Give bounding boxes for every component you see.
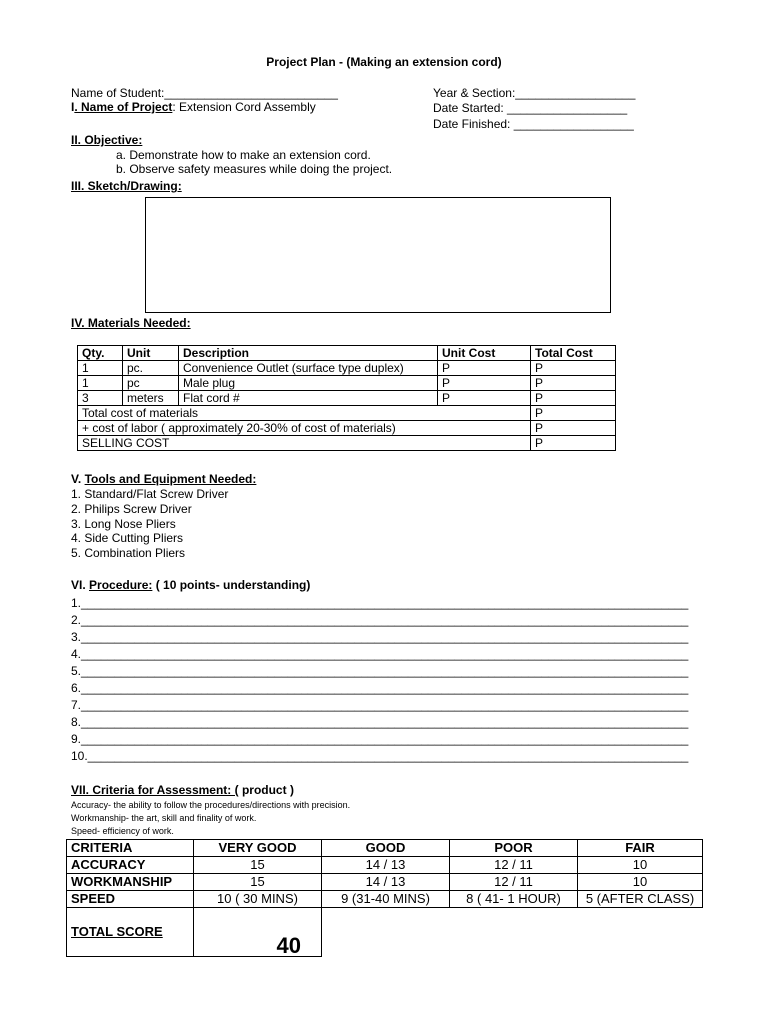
summary-row	[78, 436, 616, 451]
summary-label: Total cost of materials	[78, 406, 531, 421]
procedure-line: 7.___________________________________________________________________________________________	[71, 698, 689, 712]
table-cell: P	[531, 376, 616, 391]
blank-area	[322, 908, 703, 957]
project-label: . Name of Project	[74, 100, 173, 114]
summary-value: P	[531, 406, 616, 421]
document-title: Project Plan - (Making an extension cord)	[266, 55, 502, 69]
table-row	[67, 891, 703, 908]
criteria-label: ACCURACY	[67, 857, 194, 874]
criteria-label: SPEED	[67, 891, 194, 908]
procedure-heading-prefix: VI.	[71, 578, 90, 592]
procedure-line: 3.___________________________________________________________________________________________	[71, 630, 689, 644]
table-row	[78, 361, 616, 376]
materials-heading: IV. Materials Needed:	[71, 316, 191, 330]
table-cell: P	[531, 361, 616, 376]
table-cell: 15	[194, 874, 322, 891]
table-row	[67, 874, 703, 891]
table-row	[67, 857, 703, 874]
table-cell: 10	[578, 874, 703, 891]
table-cell: 12 / 11	[450, 857, 578, 874]
summary-label: SELLING COST	[78, 436, 531, 451]
tools-heading	[71, 472, 256, 486]
total-score-row	[67, 908, 703, 957]
tools-heading-prefix: V.	[71, 472, 85, 486]
column-header: VERY GOOD	[194, 840, 322, 857]
table-cell: 1	[78, 376, 123, 391]
column-header: Unit Cost	[438, 346, 531, 361]
table-cell: Convenience Outlet (surface type duplex)	[179, 361, 438, 376]
summary-row	[78, 406, 616, 421]
project-prefix: I	[71, 100, 75, 114]
table-header-row	[78, 346, 616, 361]
table-row	[78, 391, 616, 406]
table-cell: 10 ( 30 MINS)	[194, 891, 322, 908]
year-section-field: Year & Section:__________________	[433, 86, 636, 100]
procedure-line: 6.___________________________________________________________________________________________	[71, 681, 689, 695]
tool-item: 5. Combination Pliers	[71, 546, 186, 560]
materials-table	[77, 345, 616, 451]
table-cell: 12 / 11	[450, 874, 578, 891]
objective-heading: II. Objective:	[71, 133, 143, 147]
tool-item: 1. Standard/Flat Screw Driver	[71, 487, 229, 501]
table-cell: meters	[123, 391, 179, 406]
procedure-line: 4.___________________________________________________________________________________________	[71, 647, 689, 661]
table-cell: 10	[578, 857, 703, 874]
summary-value: P	[531, 421, 616, 436]
criteria-note: Speed- efficiency of work.	[71, 826, 174, 836]
criteria-note: Workmanship- the art, skill and finality of work.	[71, 813, 257, 823]
table-cell: 1	[78, 361, 123, 376]
table-cell: 9 (31-40 MINS)	[322, 891, 450, 908]
sketch-heading: III. Sketch/Drawing:	[71, 179, 182, 193]
procedure-line: 9.___________________________________________________________________________________________	[71, 732, 689, 746]
procedure-heading	[71, 578, 310, 592]
tool-item: 2. Philips Screw Driver	[71, 502, 192, 516]
sketch-drawing-box	[145, 197, 611, 313]
objective-item: b. Observe safety measures while doing the project.	[116, 162, 393, 176]
table-cell: 15	[194, 857, 322, 874]
column-header: Unit	[123, 346, 179, 361]
column-header: CRITERIA	[67, 840, 194, 857]
total-score-label: TOTAL SCORE	[67, 908, 194, 957]
column-header: FAIR	[578, 840, 703, 857]
procedure-heading-suffix: ( 10 points- understanding)	[152, 578, 311, 592]
name-of-student-field: Name of Student:__________________________	[71, 86, 338, 100]
column-header: GOOD	[322, 840, 450, 857]
tools-heading-text: Tools and Equipment Needed:	[84, 472, 257, 486]
summary-row	[78, 421, 616, 436]
column-header: Qty.	[78, 346, 123, 361]
table-cell: 3	[78, 391, 123, 406]
table-cell: P	[438, 376, 531, 391]
criteria-heading-suffix: product )	[238, 783, 294, 797]
tool-item: 3. Long Nose Pliers	[71, 517, 176, 531]
date-finished-field: Date Finished: __________________	[433, 117, 634, 131]
procedure-line: 8.___________________________________________________________________________________________	[71, 715, 689, 729]
table-cell: P	[438, 361, 531, 376]
column-header: POOR	[450, 840, 578, 857]
table-cell: 14 / 13	[322, 857, 450, 874]
table-header-row	[67, 840, 703, 857]
summary-value: P	[531, 436, 616, 451]
column-header: Description	[179, 346, 438, 361]
summary-label: + cost of labor ( approximately 20-30% of cost of materials)	[78, 421, 531, 436]
date-started-field: Date Started: __________________	[433, 101, 628, 115]
total-score-value: 40	[194, 908, 322, 957]
table-cell: 14 / 13	[322, 874, 450, 891]
assessment-table	[66, 839, 703, 957]
table-row	[78, 376, 616, 391]
table-cell: 8 ( 41- 1 HOUR)	[450, 891, 578, 908]
criteria-label: WORKMANSHIP	[67, 874, 194, 891]
table-cell: pc.	[123, 361, 179, 376]
procedure-line: 2.___________________________________________________________________________________________	[71, 613, 689, 627]
table-cell: Flat cord #	[179, 391, 438, 406]
table-cell: P	[531, 391, 616, 406]
table-cell: 5 (AFTER CLASS)	[578, 891, 703, 908]
criteria-heading-text: VII. Criteria for Assessment: (	[71, 783, 239, 797]
project-value: : Extension Cord Assembly	[172, 100, 316, 114]
criteria-note: Accuracy- the ability to follow the procedures/directions with precision.	[71, 800, 351, 810]
procedure-line: 10.__________________________________________________________________________________________	[71, 749, 689, 763]
column-header: Total Cost	[531, 346, 616, 361]
table-cell: pc	[123, 376, 179, 391]
objective-item: a. Demonstrate how to make an extension cord.	[116, 148, 371, 162]
name-of-project-line	[71, 100, 316, 114]
tool-item: 4. Side Cutting Pliers	[71, 531, 184, 545]
table-cell: Male plug	[179, 376, 438, 391]
table-cell: P	[438, 391, 531, 406]
procedure-heading-text: Procedure:	[89, 578, 153, 592]
procedure-line: 5.___________________________________________________________________________________________	[71, 664, 689, 678]
criteria-heading	[71, 783, 294, 797]
procedure-line: 1.___________________________________________________________________________________________	[71, 596, 689, 610]
